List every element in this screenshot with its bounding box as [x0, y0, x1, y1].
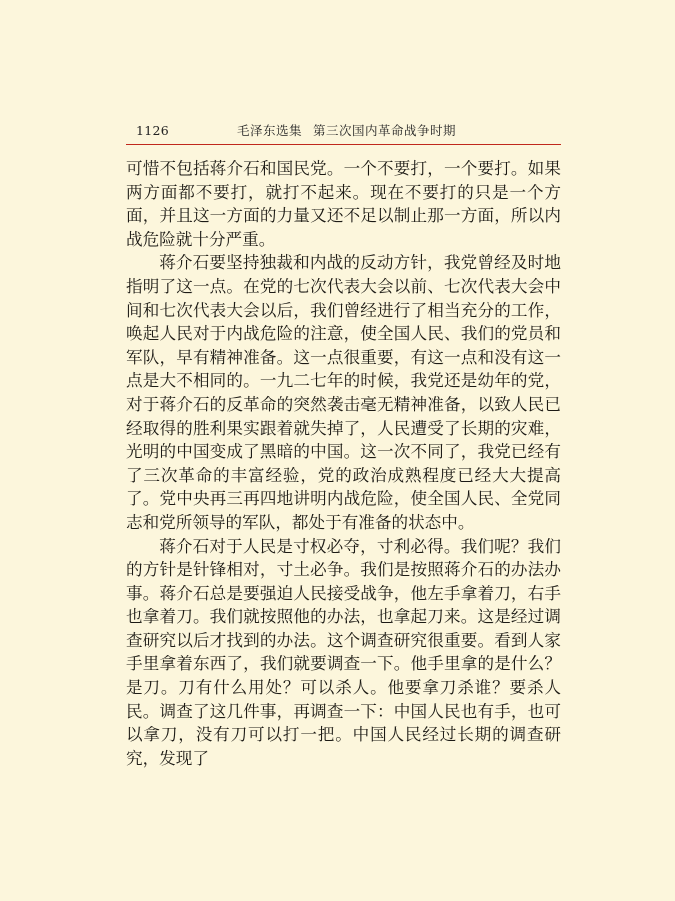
chapter-title: 第三次国内革命战争时期 [313, 123, 457, 138]
paragraph: 蒋介石要坚持独裁和内战的反动方针，我党曾经及时地指明了这一点。在党的七次代表大会以前、七次代表大会中间和七次代表大会以后，我们曾经进行了相当充分的工作，唤起人民对于内战危险的注意，使全国人民、我们的党员和军队，早有精神准备。这一点很重要，有这一点和没有这一点是大不相同的。一九二七年的时候，我党还是幼年的党，对于蒋介石的反革命的突然袭击毫无精神准备，以致人民已经取得的胜利果实跟着就失掉了，人民遭受了长期的灾难，光明的中国变成了黑暗的中国。这一次不同了，我党已经有了三次革命的丰富经验，党的政治成熟程度已经大大提高了。党中央再三再四地讲明内战危险，使全国人民、全党同志和党所领导的军队，都处于有准备的状态中。 [126, 253, 561, 532]
paragraph-continued: 可惜不包括蒋介石和国民党。一个不要打，一个要打。如果两方面都不要打，就打不起来。现在不要打的只是一个方面，并且这一方面的力量又还不足以制止那一方面，所以内战危险就十分严重。 [126, 159, 561, 249]
page-number: 1126 [136, 123, 170, 138]
paragraph: 蒋介石对于人民是寸权必夺，寸利必得。我们呢？我们的方针是针锋相对，寸土必争。我们是按照蒋介石的办法办事。蒋介石总是要强迫人民接受战争，他左手拿着刀，右手也拿着刀。我们就按照他的办法，也拿起刀来。这是经过调查研究以后才找到的办法。这个调查研究很重要。看到人家手里拿着东西了，我们就要调查一下。他手里拿的是什么？是刀。刀有什么用处？可以杀人。他要拿刀杀谁？要杀人民。调查了这几件事，再调查一下：中国人民也有手，也可以拿刀，没有刀可以打一把。中国人民经过长期的调查研究，发现了 [126, 536, 561, 768]
header-rule [126, 144, 561, 145]
body-text [126, 157, 561, 770]
book-title: 毛泽东选集 [237, 123, 303, 138]
running-header [126, 121, 561, 141]
